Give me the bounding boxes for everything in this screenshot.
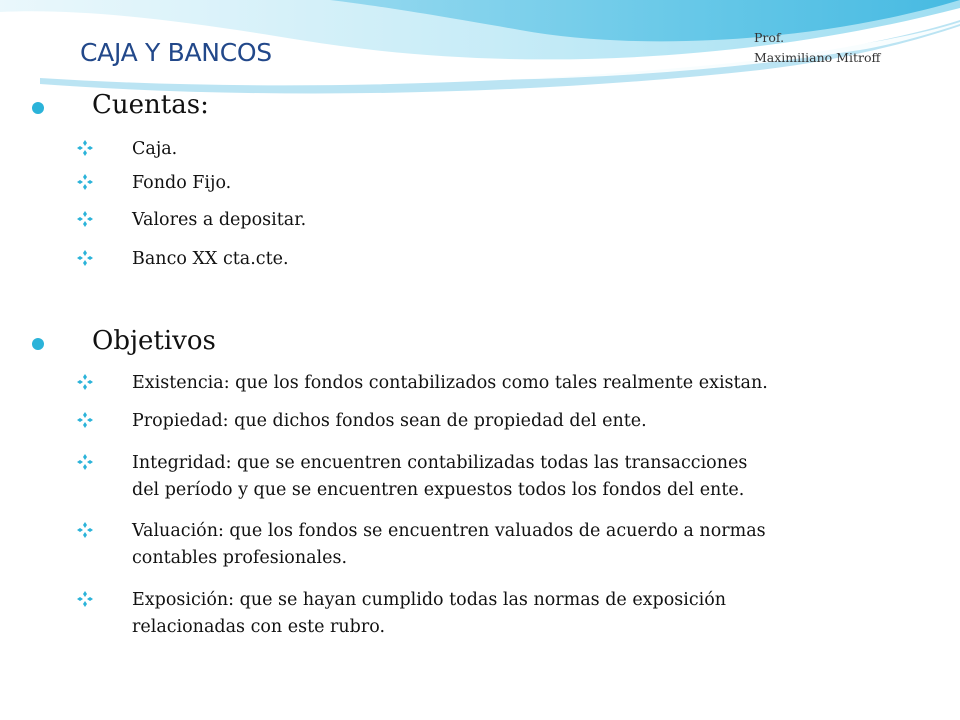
author-block xyxy=(754,28,880,68)
dot-bullet-icon xyxy=(32,102,44,114)
diamond-bullet-icon xyxy=(76,210,94,228)
list-item: Propiedad: que dichos fondos sean de propiedad del ente. xyxy=(132,408,948,435)
list-item: Banco XX cta.cte. xyxy=(132,246,948,273)
diamond-bullet-icon xyxy=(76,373,94,391)
list-item: Fondo Fijo. xyxy=(132,170,948,197)
list-item: Valuación: que los fondos se encuentren valuados de acuerdo a normas contables profesionales. xyxy=(132,518,948,572)
author-line-1: Prof. xyxy=(754,30,785,45)
diamond-bullet-icon xyxy=(76,453,94,471)
diamond-bullet-icon xyxy=(76,249,94,267)
diamond-bullet-icon xyxy=(76,139,94,157)
diamond-bullet-icon xyxy=(76,590,94,608)
diamond-bullet-icon xyxy=(76,173,94,191)
list-item: Integridad: que se encuentren contabilizadas todas las transacciones del período y que se encuentren expuestos todos los fondos del ente. xyxy=(132,450,948,504)
diamond-bullet-icon xyxy=(76,521,94,539)
dot-bullet-icon xyxy=(32,338,44,350)
section-heading-cuentas: Cuentas: xyxy=(92,90,209,120)
list-item: Exposición: que se hayan cumplido todas las normas de exposición relacionadas con este rubro. xyxy=(132,587,948,641)
slide-title: CAJA Y BANCOS xyxy=(80,38,272,67)
list-item: Caja. xyxy=(132,136,948,163)
list-item: Existencia: que los fondos contabilizados como tales realmente existan. xyxy=(132,370,948,397)
list-item: Valores a depositar. xyxy=(132,207,948,234)
diamond-bullet-icon xyxy=(76,411,94,429)
author-line-2: Maximiliano Mitroff xyxy=(754,50,881,65)
section-heading-objetivos: Objetivos xyxy=(92,326,216,356)
